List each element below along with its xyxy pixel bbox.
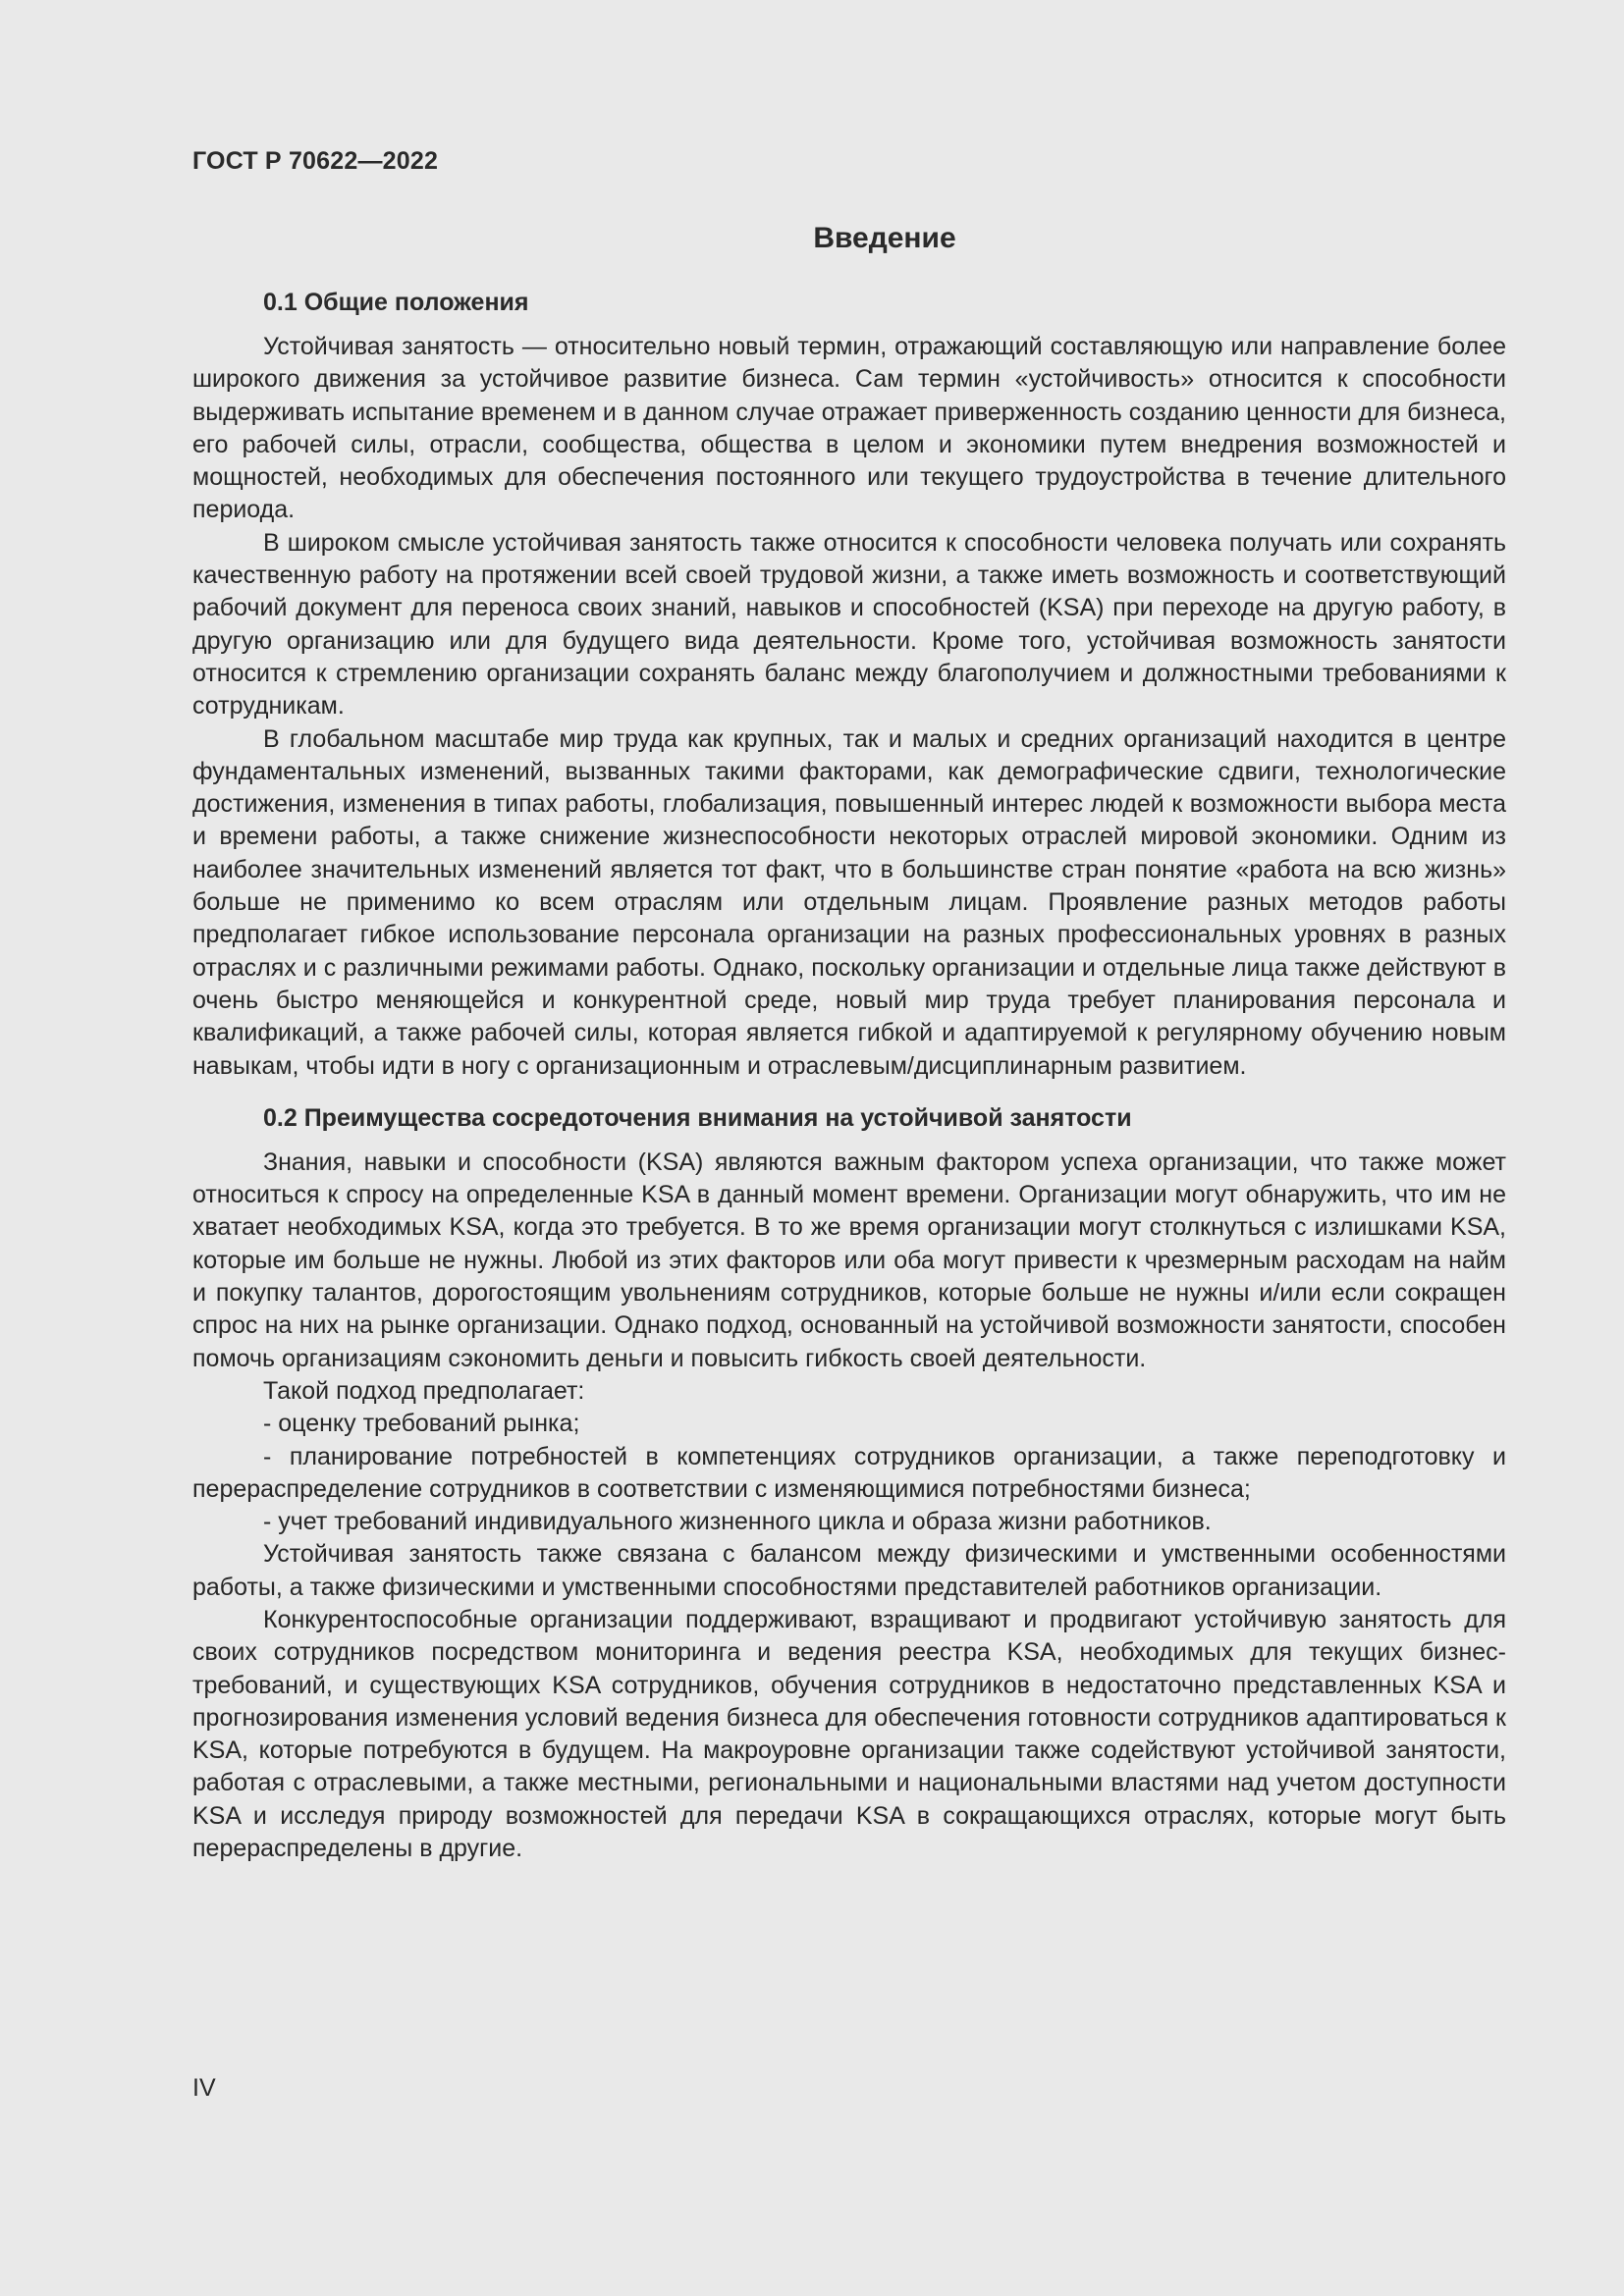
list-item: - планирование потребностей в компетенциях сотрудников организации, а также переподготовку и перераспределение сотрудников в соответствии с изменяющимися потребностями бизнеса; — [192, 1442, 1506, 1503]
page-title: Введение — [813, 222, 956, 254]
section-heading: 0.1 Общие положения — [263, 289, 529, 316]
paragraph: Конкурентоспособные организации поддерживают, взращивают и продвигают устойчивую занятость для своих сотрудников посредством мониторинга и ведения реестра KSA, необходимых для текущих бизнес-требований, и существующих KSA сотрудников, обучения сотрудников в недостаточно представленных KSA и прогнозирования изменения условий ведения бизнеса для обеспечения готовности сотрудников адаптироваться к KSA, которые потребуются в будущем. На макроуровне организации также содействуют устойчивой занятости, работая с отраслевыми, а также местными, региональными и национальными властями над учетом доступности KSA и исследуя природу возможностей для передачи KSA в сокращающихся отраслях, которые могут быть перераспределены в другие. — [192, 1605, 1506, 1863]
section-heading: 0.2 Преимущества сосредоточения внимания на устойчивой занятости — [263, 1103, 1132, 1132]
paragraph: Устойчивая занятость также связана с балансом между физическими и умственными особенностями работы, а также физическими и умственными способностями представителей работников организации. — [192, 1540, 1506, 1601]
list-item: - учет требований индивидуального жизненного цикла и образа жизни работников. — [263, 1508, 1212, 1536]
paragraph: Такой подход предполагает: — [263, 1376, 585, 1405]
paragraph: В широком смысле устойчивая занятость также относится к способности человека получать или сохранять качественную работу на протяжении всей своей трудовой жизни, а также иметь возможность и соответствующий рабочий документ для переноса своих знаний, навыков и способностей (KSA) при переходе на другую работу, в другую организацию или для будущего вида деятельности. Кроме того, устойчивая возможность занятости относится к стремлению организации сохранять баланс между благополучием и должностными требованиями к сотрудникам. — [192, 528, 1506, 721]
document-body — [192, 222, 1506, 1865]
page-number: IV — [192, 2074, 216, 2102]
paragraph: В глобальном масштабе мир труда как крупных, так и малых и средних организаций находится в центре фундаментальных изменений, вызванных такими факторами, как демографические сдвиги, технологические достижения, изменения в типах работы, глобализация, повышенный интерес людей к возможности выбора места и времени работы, а также снижение жизнеспособности некоторых отраслей мировой экономики. Одним из наиболее значительных изменений является тот факт, что в большинстве стран понятие «работа на всю жизнь» больше не применимо ко всем отраслям или отдельным лицам. Проявление разных методов работы предполагает гибкое использование персонала организации на разных профессиональных уровнях в разных отраслях и с различными режимами работы. Однако, поскольку организации и отдельные лица также действуют в очень быстро меняющейся и конкурентной среде, новый мир труда требует планирования персонала и квалификаций, а также рабочей силы, которая является гибкой и адаптируемой к регулярному обучению новым навыкам, чтобы идти в ногу с организационным и отраслевым/дисциплинарным развитием. — [192, 724, 1506, 1080]
paragraph: Знания, навыки и способности (KSA) являются важным фактором успеха организации, что также может относиться к спросу на определенные KSA в данный момент времени. Организации могут обнаружить, что им не хватает необходимых KSA, когда это требуется. В то же время организации могут столкнуться с излишками KSA, которые им больше не нужны. Любой из этих факторов или оба могут привести к чрезмерным расходам на найм и покупку талантов, дорогостоящим увольнениям сотрудников, которые больше не нужны и/или если сокращен спрос на них на рынке организации. Однако подход, основанный на устойчивой возможности занятости, способен помочь организациям сэкономить деньги и повысить гибкость своей деятельности. — [192, 1148, 1506, 1372]
list-item: - оценку требований рынка; — [263, 1410, 580, 1438]
paragraph: Устойчивая занятость — относительно новый термин, отражающий составляющую или направление более широкого движения за устойчивое развитие бизнеса. Сам термин «устойчивость» относится к способности выдерживать испытание временем и в данном случае отражает приверженность созданию ценности для бизнеса, его рабочей силы, отрасли, сообщества, общества в целом и экономики путем внедрения возможностей и мощностей, необходимых для обеспечения постоянного или текущего трудоустройства в течение длительного периода. — [192, 333, 1506, 524]
document-code: ГОСТ Р 70622—2022 — [192, 147, 439, 175]
section-0-2 — [192, 1104, 1506, 1866]
section-0-1 — [192, 289, 1506, 1083]
